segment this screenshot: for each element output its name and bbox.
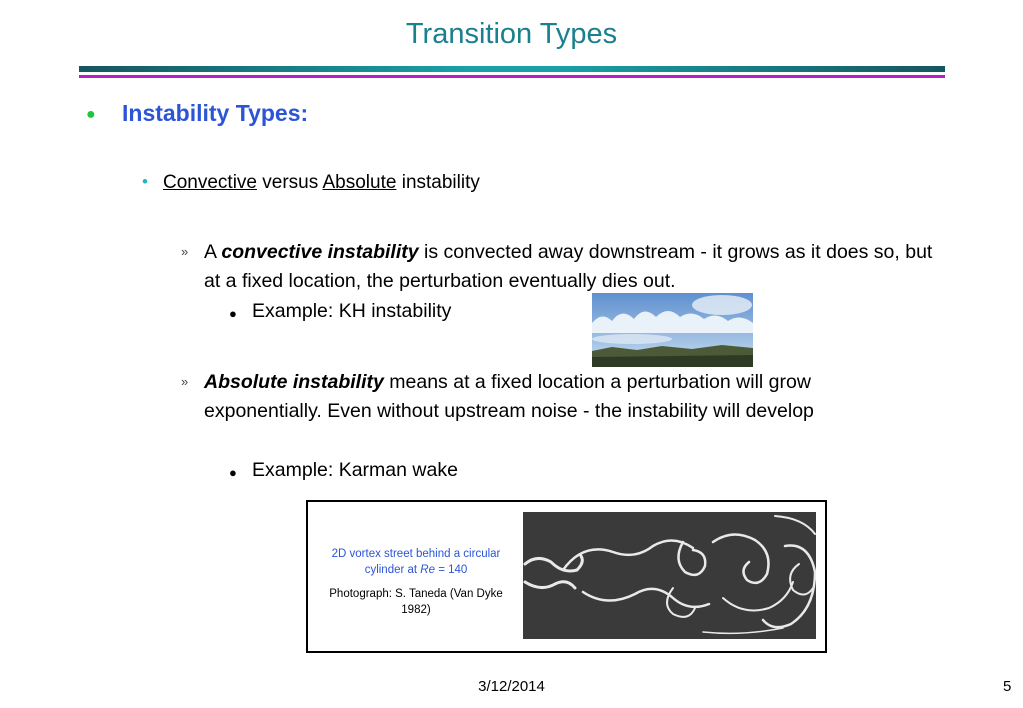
- example-kh: Example: KH instability: [252, 300, 452, 322]
- instability-text: instability: [396, 172, 480, 193]
- absolute-paragraph: [204, 368, 914, 426]
- title-divider-magenta: [79, 75, 945, 78]
- para1-body: is convected away downstream - it grows as it does so, but at a fixed location, the perturbation eventually dies out.: [204, 241, 933, 292]
- title-divider-teal: [79, 66, 945, 72]
- bullet-icon: •: [142, 172, 148, 191]
- caption-re: Re: [420, 564, 435, 576]
- para2-body: means at a fixed location a perturbation will grow exponentially. Even without upstream noise - the instability will develop: [204, 371, 814, 422]
- section-heading: Instability Types:: [122, 100, 309, 126]
- subpoint-text: [163, 172, 480, 194]
- convective-paragraph: [204, 238, 939, 296]
- example-karman: Example: Karman wake: [252, 459, 458, 481]
- page-title: Transition Types: [405, 18, 618, 50]
- raquo-icon: »: [181, 374, 189, 389]
- bullet-dot-icon: ●: [229, 306, 237, 321]
- absolute-term: Absolute: [322, 172, 397, 193]
- caption-text: 2D vortex street behind a circular cylinder at: [331, 548, 501, 576]
- raquo-icon: »: [181, 244, 189, 259]
- versus-text: versus: [257, 172, 323, 193]
- figure-credit: Photograph: S. Taneda (Van Dyke 1982): [329, 588, 503, 616]
- bullet-dot-icon: ●: [86, 106, 96, 123]
- figure-caption: [316, 546, 516, 578]
- footer-date: 3/12/2014: [478, 678, 545, 695]
- absolute-instability-term: Absolute instability: [204, 371, 384, 393]
- vortex-street-photo: [523, 512, 816, 639]
- convective-term: Convective: [163, 172, 257, 193]
- page-number: 5: [1003, 678, 1012, 695]
- bullet-dot-icon: ●: [229, 465, 237, 480]
- convective-instability-term: convective instability: [221, 241, 419, 263]
- para1-article: A: [204, 241, 222, 263]
- caption-value: = 140: [435, 564, 468, 576]
- kh-cloud-photo: [592, 293, 753, 367]
